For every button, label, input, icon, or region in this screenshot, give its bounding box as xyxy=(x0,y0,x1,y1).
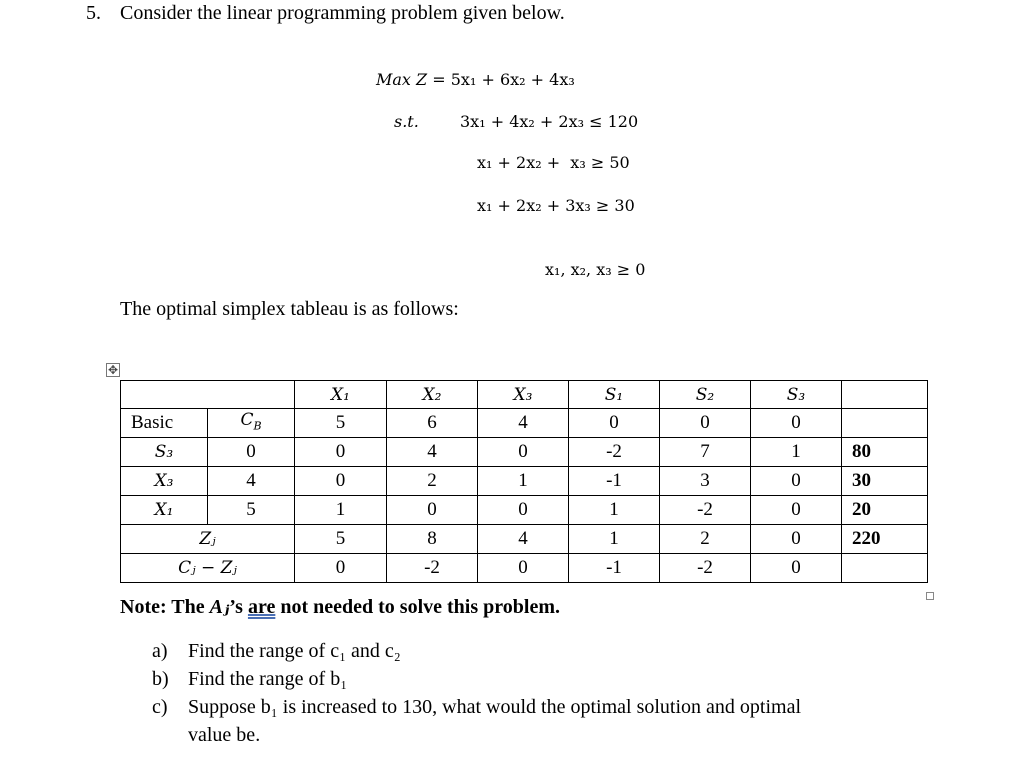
note-symbol: Aⱼ xyxy=(209,596,230,618)
cb-label: $C_B$ xyxy=(208,409,295,438)
part-text: value be. xyxy=(188,724,261,746)
rhs-cell: 30 xyxy=(842,467,928,496)
coef-cell: 0 xyxy=(478,496,569,525)
cj-zj-rhs-blank xyxy=(842,554,928,583)
rhs-blank xyxy=(842,409,928,438)
note-prefix: Note: The xyxy=(120,596,210,618)
coef-cell: -2 xyxy=(660,496,751,525)
basic-var: X₁ xyxy=(121,496,208,525)
part-text: Find the range of b₁ xyxy=(188,668,348,690)
table-row xyxy=(121,496,928,525)
zj-cell: 0 xyxy=(751,525,842,554)
coef-cell: 0 xyxy=(295,467,387,496)
nonnegativity-constraint: x₁, x₂, x₃ ≥ 0 xyxy=(545,260,646,279)
coef-cell: -1 xyxy=(569,467,660,496)
zj-cell: 1 xyxy=(569,525,660,554)
objective-prefix: Max Z xyxy=(376,70,428,89)
coef-cell: 1 xyxy=(295,496,387,525)
note-suffix: not needed to solve this problem. xyxy=(275,596,560,618)
coef-cell: 3 xyxy=(660,467,751,496)
rhs-cell: 20 xyxy=(842,496,928,525)
rhs-cell: 80 xyxy=(842,438,928,467)
cb-cell: 4 xyxy=(208,467,295,496)
table-move-handle-icon[interactable]: ✥ xyxy=(107,363,119,377)
basic-var: S₃ xyxy=(121,438,208,467)
var-header: X₂ xyxy=(387,381,478,409)
coef-cell: -2 xyxy=(569,438,660,467)
table-row xyxy=(121,438,928,467)
cost-cell: 0 xyxy=(569,409,660,438)
note-mid: ’s xyxy=(229,596,248,618)
coef-cell: 0 xyxy=(751,467,842,496)
rhs-header xyxy=(842,381,928,409)
header-row xyxy=(121,381,928,409)
cb-cell: 0 xyxy=(208,438,295,467)
cost-cell: 5 xyxy=(295,409,387,438)
part-text: Find the range of c₁ and c₂ xyxy=(188,640,401,662)
var-header: S₁ xyxy=(569,381,660,409)
coef-cell: 0 xyxy=(295,438,387,467)
zj-cell: 5 xyxy=(295,525,387,554)
note xyxy=(120,594,560,619)
basic-label: Basic xyxy=(121,409,208,438)
zj-cell: 2 xyxy=(660,525,751,554)
basic-var: X₃ xyxy=(121,467,208,496)
objective-expr: = 5x₁ + 6x₂ + 4x₃ xyxy=(432,70,575,89)
constraint-1: 3x₁ + 4x₂ + 2x₃ ≤ 120 xyxy=(460,112,639,131)
var-header: X₃ xyxy=(478,381,569,409)
cj-zj-cell: -2 xyxy=(660,554,751,583)
cost-cell: 0 xyxy=(660,409,751,438)
var-header: S₂ xyxy=(660,381,751,409)
objective-function xyxy=(376,70,575,89)
coef-cell: 2 xyxy=(387,467,478,496)
cost-row xyxy=(121,409,928,438)
part-text: Suppose b₁ is increased to 130, what would the optimal solution and optimal xyxy=(188,696,802,718)
part-label: c) xyxy=(152,696,168,718)
table-row xyxy=(121,467,928,496)
question-text: Consider the linear programming problem given below. xyxy=(120,2,565,24)
coef-cell: 1 xyxy=(478,467,569,496)
zj-rhs-cell: 220 xyxy=(842,525,928,554)
cost-cell: 4 xyxy=(478,409,569,438)
constraint-3: x₁ + 2x₂ + 3x₃ ≥ 30 xyxy=(477,196,635,215)
note-are: are xyxy=(247,596,276,618)
coef-cell: 4 xyxy=(387,438,478,467)
part-label: b) xyxy=(152,668,169,690)
cost-cell: 6 xyxy=(387,409,478,438)
cj-zj-cell: 0 xyxy=(478,554,569,583)
cb-cell: 5 xyxy=(208,496,295,525)
cj-zj-cell: 0 xyxy=(751,554,842,583)
coef-cell: 1 xyxy=(751,438,842,467)
header-blank xyxy=(121,381,295,409)
cj-zj-cell: -1 xyxy=(569,554,660,583)
coef-cell: 1 xyxy=(569,496,660,525)
tableau-intro: The optimal simplex tableau is as follows: xyxy=(120,298,459,320)
part-label: a) xyxy=(152,640,168,662)
cj-zj-cell: 0 xyxy=(295,554,387,583)
cj-zj-label: Cⱼ − Zⱼ xyxy=(121,554,295,583)
coef-cell: 0 xyxy=(478,438,569,467)
cost-cell: 0 xyxy=(751,409,842,438)
coef-cell: 0 xyxy=(751,496,842,525)
table-resize-handle[interactable] xyxy=(926,592,934,600)
coef-cell: 7 xyxy=(660,438,751,467)
simplex-tableau xyxy=(120,380,928,583)
coef-cell: 0 xyxy=(387,496,478,525)
zj-label: Zⱼ xyxy=(121,525,295,554)
constraint-2: x₁ + 2x₂ + x₃ ≥ 50 xyxy=(477,153,630,172)
zj-cell: 4 xyxy=(478,525,569,554)
subject-to-label: s.t. xyxy=(394,112,419,131)
cj-zj-row xyxy=(121,554,928,583)
question-number: 5. xyxy=(86,2,101,24)
cj-zj-cell: -2 xyxy=(387,554,478,583)
var-header: X₁ xyxy=(295,381,387,409)
var-header: S₃ xyxy=(751,381,842,409)
zj-cell: 8 xyxy=(387,525,478,554)
zj-row xyxy=(121,525,928,554)
